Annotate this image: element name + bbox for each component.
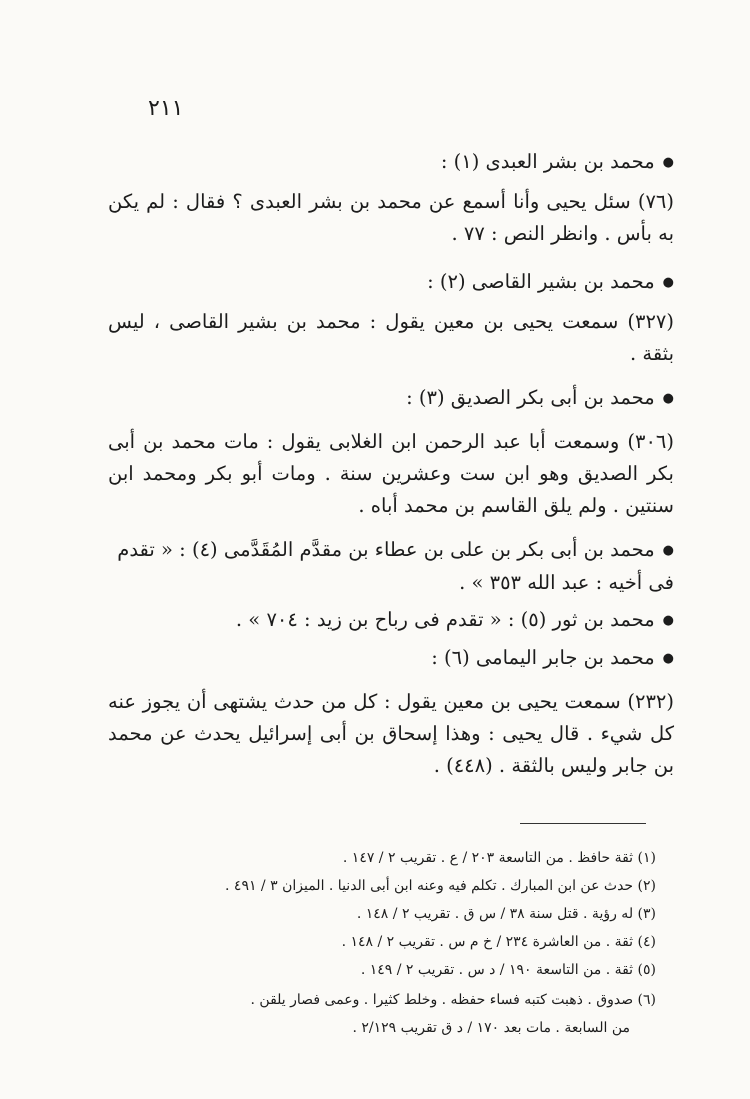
page-number: ٢١١: [148, 96, 184, 121]
entry-text-306: (٣٠٦) وسمعت أبا عبد الرحمن ابن الغلابى يقول : مات محمد بن أبى بكر الصديق وهو ابن ست وعشرين سنة . ومات أبو بكر ومحمد ابن سنتين . ولم يلق القاسم بن محمد أباه .: [108, 430, 674, 517]
entry-heading-muhammad-ibn-jabir: ● محمد بن جابر اليمامى (٦) :: [114, 642, 674, 675]
entry-heading-muhammad-ibn-bashir: ● محمد بن بشير القاصى (٢) :: [114, 266, 674, 299]
footnote-divider: [520, 823, 646, 824]
entry-text-327: (٣٢٧) سمعت يحيى بن معين يقول : محمد بن بشير القاصى ، ليس بثقة .: [108, 310, 674, 365]
footnote-1: (١) ثقة حافظ . من التاسعة ٢٠٣ / ع . تقريب ٢ / ١٤٧ .: [342, 850, 656, 866]
entry-heading-muhammad-ibn-thawr: ● محمد بن ثور (٥) : « تقدم فى رباح بن زيد : ٧٠٤ » .: [114, 604, 674, 637]
footnote-6-continued: من السابعة . مات بعد ١٧٠ / د ق تقريب ٢/١٢٩ .: [352, 1020, 630, 1036]
footnote-5: (٥) ثقة . من التاسعة ١٩٠ / د س . تقريب ٢ / ١٤٩ .: [360, 962, 656, 978]
entry-text-232: (٢٣٢) سمعت يحيى بن معين يقول : كل من حدث يشتهى أن يجوز عنه كل شيء . قال يحيى : وهذا إسحاق بن أبى إسرائيل يحدث عن محمد بن جابر وليس بالثقة . (٤٤٨) .: [108, 690, 674, 777]
entry-heading-al-muqaddami: ● محمد بن أبى بكر بن على بن عطاء بن مقدَّم المُقَدَّمى (٤) : « تقدم فى أخيه : عبد الله ٣٥٣ » .: [114, 534, 674, 599]
entry-text-76: (٧٦) سئل يحيى وأنا أسمع عن محمد بن بشر العبدى ؟ فقال : لم يكن به بأس . وانظر النص : ٧٧ .: [108, 190, 674, 245]
footnote-6: (٦) صدوق . ذهبت كتبه فساء حفظه . وخلط كثيرا . وعمى فصار يلقن .: [250, 992, 656, 1008]
entry-heading-muhammad-ibn-abi-bakr: ● محمد بن أبى بكر الصديق (٣) :: [114, 382, 674, 415]
footnote-2: (٢) حدث عن ابن المبارك . تكلم فيه وعنه ابن أبى الدنيا . الميزان ٣ / ٤٩١ .: [225, 878, 656, 894]
footnote-4: (٤) ثقة . من العاشرة ٢٣٤ / خ م س . تقريب ٢ / ١٤٨ .: [341, 934, 656, 950]
footnote-3: (٣) له رؤية . قتل سنة ٣٨ / س ق . تقريب ٢ / ١٤٨ .: [356, 906, 656, 922]
entry-heading-muhammad-ibn-bishr: ● محمد بن بشر العبدى (١) :: [114, 146, 674, 179]
